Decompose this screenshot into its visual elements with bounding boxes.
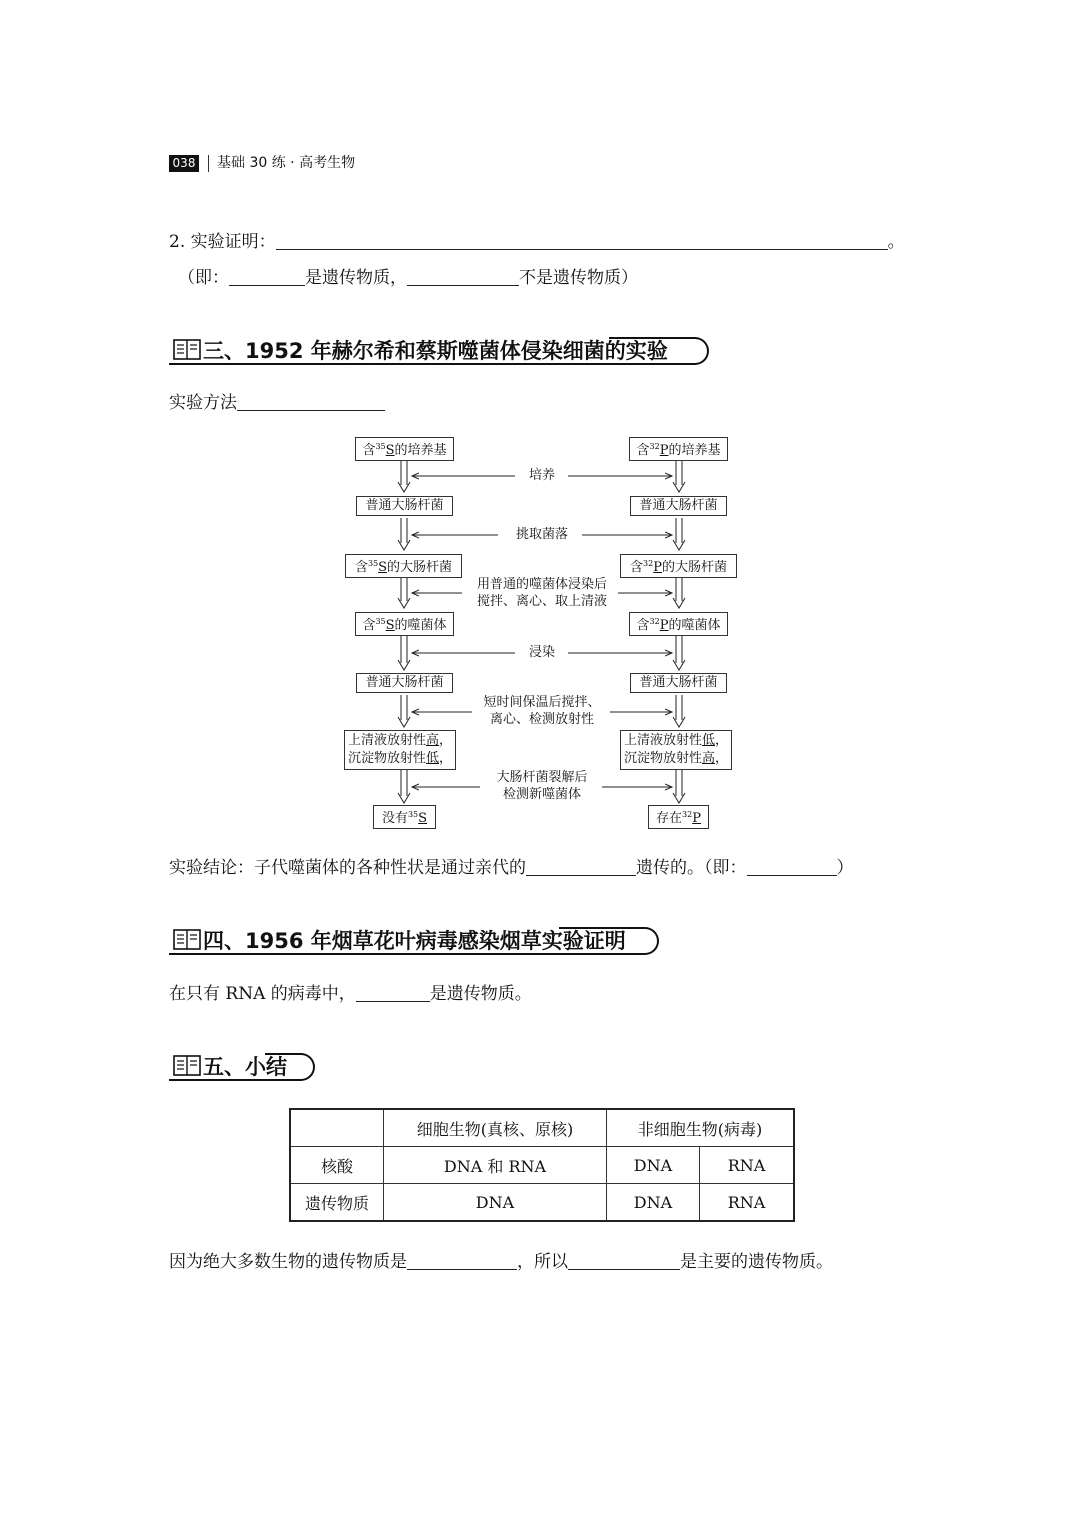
rna-virus-line	[169, 982, 532, 1006]
conclusion-close: ）	[836, 858, 854, 878]
final-prefix: 因为绝大多数生物的遗传物质是	[169, 1252, 407, 1272]
experiment-proof-label: 2. 实验证明：	[169, 232, 276, 252]
right-phage-box: 含$^{32}$P的噬菌体	[629, 612, 728, 636]
conclusion-prefix: 实验结论：子代噬菌体的各种性状是通过亲代的	[169, 858, 526, 878]
answer-blank[interactable]	[407, 1251, 517, 1270]
answer-blank[interactable]	[229, 267, 305, 286]
conclusion-line	[169, 856, 854, 880]
table-row	[290, 1109, 794, 1147]
table-row	[290, 1147, 794, 1184]
right-ecoli-box: 普通大肠杆菌	[630, 496, 727, 516]
final-mid: ，所以	[517, 1252, 568, 1272]
section-5-heading	[169, 1053, 315, 1085]
table-cell: DNA	[607, 1147, 700, 1184]
right-result-box: 上清液放射性低， 沉淀物放射性高，	[620, 730, 732, 770]
step-culture-label: 培养	[528, 468, 555, 483]
left-final-box: 没有$^{35}$S	[373, 805, 436, 829]
left-ecoli-box: 普通大肠杆菌	[356, 496, 453, 516]
section-3-title: 三、1952 年赫尔希和蔡斯噬菌体侵染细菌的实验	[203, 339, 668, 363]
table-cell: DNA	[607, 1184, 700, 1222]
step-infect-centrifuge-label: 用普通的噬菌体浸染后 搅拌、离心、取上清液	[476, 577, 607, 609]
experiment-proof-line	[169, 230, 905, 254]
header-divider	[208, 155, 209, 172]
table-row-label: 遗传物质	[290, 1184, 384, 1222]
step-pick-colony-label: 挑取菌落	[515, 527, 568, 542]
method-line	[169, 391, 385, 415]
section-5-title: 五、小结	[203, 1055, 287, 1079]
rna-virus-prefix: 在只有 RNA 的病毒中，	[169, 984, 356, 1004]
book-icon	[173, 928, 201, 952]
table-cell: DNA 和 RNA	[384, 1147, 607, 1184]
table-cell: DNA	[384, 1184, 607, 1222]
final-statement	[169, 1250, 833, 1274]
step-infect-label: 浸染	[528, 645, 555, 660]
right-infect-ecoli-box: 普通大肠杆菌	[630, 673, 727, 693]
answer-blank[interactable]	[568, 1251, 680, 1270]
table-cell: RNA	[700, 1184, 795, 1222]
method-label: 实验方法	[169, 393, 237, 413]
left-result-box: 上清液放射性高， 沉淀物放射性低，	[344, 730, 456, 770]
answer-blank[interactable]	[276, 231, 888, 250]
right-medium-box: 含$^{32}$P的培养基	[629, 437, 728, 461]
answer-blank[interactable]	[237, 392, 385, 411]
left-phage-box: 含$^{35}$S的噬菌体	[355, 612, 454, 636]
right-final-box: 存在$^{32}$P	[648, 805, 709, 829]
step-incubate-label: 短时间保温后搅拌、 离心、检测放射性	[483, 695, 601, 727]
left-medium-box: 含$^{35}$S的培养基	[355, 437, 454, 461]
left-infect-ecoli-box: 普通大肠杆菌	[356, 673, 453, 693]
left-labeled-ecoli-box: 含$^{35}$S的大肠杆菌	[345, 554, 462, 578]
detail-open: （即：	[178, 268, 229, 288]
table-row	[290, 1184, 794, 1222]
final-suffix: 是主要的遗传物质。	[680, 1252, 833, 1272]
conclusion-mid: 遗传的。（即：	[636, 858, 747, 878]
table-header-noncell: 非细胞生物(病毒)	[607, 1109, 795, 1147]
table-cell: RNA	[700, 1147, 795, 1184]
experiment-proof-detail	[178, 266, 638, 290]
table-row-label: 核酸	[290, 1147, 384, 1184]
summary-table	[289, 1108, 795, 1222]
detail-close: 不是遗传物质）	[519, 268, 638, 288]
book-title: 基础 30 练 · 高考生物	[217, 155, 356, 171]
detail-mid: 是遗传物质，	[305, 268, 407, 288]
right-labeled-ecoli-box: 含$^{32}$P的大肠杆菌	[620, 554, 737, 578]
answer-blank[interactable]	[356, 983, 430, 1002]
period: 。	[887, 232, 905, 252]
answer-blank[interactable]	[526, 857, 636, 876]
page-number: 038	[169, 155, 199, 172]
rna-virus-suffix: 是遗传物质。	[429, 984, 532, 1004]
table-corner-cell	[290, 1109, 384, 1147]
book-icon	[173, 1054, 201, 1078]
answer-blank[interactable]	[747, 857, 837, 876]
book-icon	[173, 338, 201, 362]
step-lysis-label: 大肠杆菌裂解后 检测新噬菌体	[496, 770, 588, 802]
answer-blank[interactable]	[407, 267, 519, 286]
section-4-heading	[169, 927, 659, 959]
section-4-title: 四、1956 年烟草花叶病毒感染烟草实验证明	[203, 929, 626, 953]
table-header-cell: 细胞生物(真核、原核)	[384, 1109, 607, 1147]
section-3-heading	[169, 337, 709, 369]
